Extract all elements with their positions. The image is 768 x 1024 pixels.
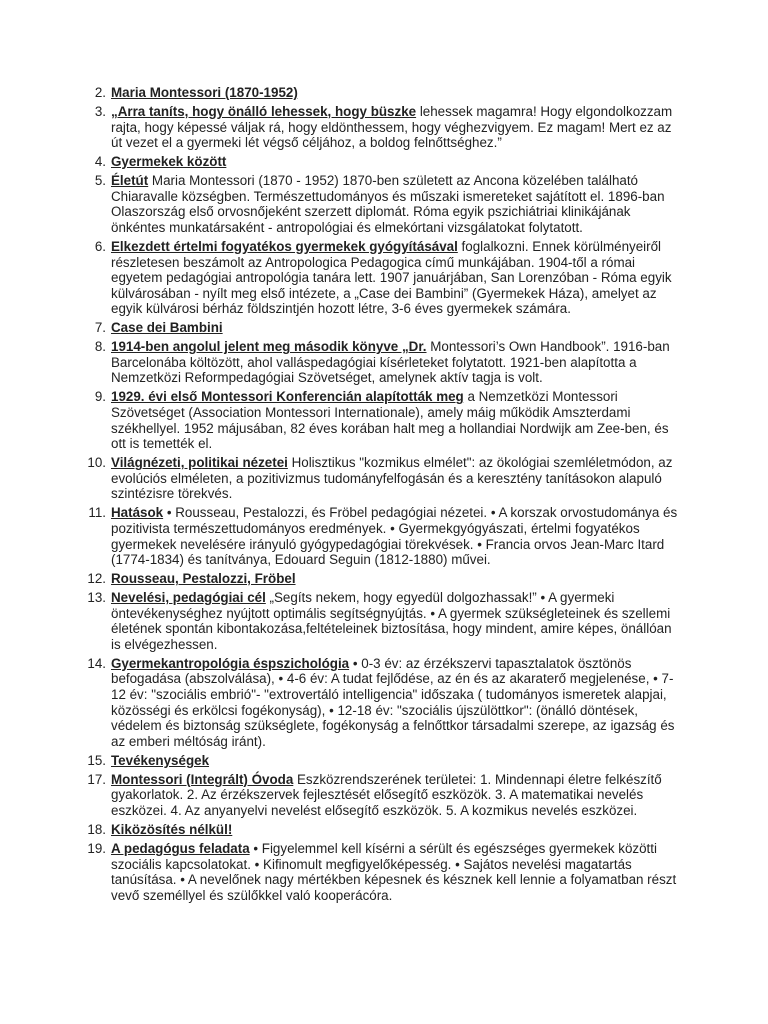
list-item xyxy=(82,505,682,567)
item-number: 7. xyxy=(94,320,106,336)
item-number: 15. xyxy=(87,752,106,768)
list-item xyxy=(82,656,682,750)
item-heading: Montessori (Integrált) Óvoda xyxy=(111,771,294,787)
item-number: 6. xyxy=(94,238,106,254)
item-number: 17. xyxy=(87,771,106,787)
item-heading: „Arra taníts, hogy önálló lehessek, hogy büszke xyxy=(111,103,417,119)
item-body xyxy=(111,822,682,838)
item-body xyxy=(111,320,682,336)
list-item xyxy=(82,455,682,502)
item-body xyxy=(111,389,682,451)
item-heading: Hatások xyxy=(111,505,164,521)
item-text: Montessori’s Own Handbook”. 1916-ban Barcelonába költözött, ahol valláspedagógiai kísérleteket folytatott. 1921-ben alapította a Nemzetközi Reformpedagógiai Szövetséget, amelynek aktív tagja is volt. xyxy=(111,339,670,386)
item-number: 5. xyxy=(94,173,106,189)
item-number: 2. xyxy=(94,85,106,100)
list-item xyxy=(82,772,682,819)
list-item xyxy=(82,753,682,769)
item-heading: Case dei Bambini xyxy=(111,320,223,336)
item-number: 18. xyxy=(87,821,106,837)
item-body xyxy=(111,173,682,235)
item-text: • 0-3 év: az érzékszervi tapasztalatok ösztönös befogadása (abszolválása), • 4-6 év: A tudat fejlődése, az én és az akaraterő megjelenése, • 7-12 év: "szociális embrió"- "extrovertáló intelligencia" időszaka ( tudományos ismeretek alapjai, közösségi és erkölcsi fogékonyság), • 12-18 év: "szociális újszülöttkor": (önálló döntések, védelem és biztonság szükséglete, fogékonyság a felnőttkor társadalmi szerepe, az igazság és az emberi méltóság iránt). xyxy=(111,655,675,749)
list-item xyxy=(82,590,682,652)
item-text: Holisztikus "kozmikus elmélet": az ökológiai szemléletmódon, az evolúciós elméleten, a pozitivizmus tudományfelfogásán és a keresztény tanításokon alapuló szintézisre törekvés. xyxy=(111,455,673,502)
item-body xyxy=(111,656,682,750)
numbered-list xyxy=(82,85,682,907)
list-item xyxy=(82,320,682,336)
item-number: 14. xyxy=(87,655,106,671)
item-body xyxy=(111,455,682,502)
item-heading: 1929. évi első Montessori Konferencián alapították meg xyxy=(111,389,464,405)
item-number: 3. xyxy=(94,103,106,119)
item-text: • Figyelemmel kell kísérni a sérült és egészséges gyermekek közötti szociális kapcsolatokat. • Kifinomult megfigyelőképesség. • Sajátos nevelési magatartás tanúsítása. • A nevelőnek nagy mértékben képesnek és késznek kell lennie a folyamatban részt vevő személlyel és szülőkkel való kooperácóra. xyxy=(111,840,677,903)
item-number: 11. xyxy=(88,505,106,521)
list-item xyxy=(82,389,682,451)
item-number: 13. xyxy=(87,590,106,606)
list-item xyxy=(82,85,682,101)
list-item xyxy=(82,822,682,838)
list-item xyxy=(82,173,682,235)
item-heading: 1914-ben angolul jelent meg második könyve „Dr. xyxy=(111,339,427,355)
item-text: lehessek magamra! Hogy elgondolkozzam rajta, hogy képessé váljak rá, hogy eldönthessem, hogy véghezvigyem. Ez magam! Mert ez az út vezet el a gyermeki lét végső céljához, a boldog felnőttséghez.” xyxy=(111,103,673,151)
item-text: • Rousseau, Pestalozzi, és Fröbel pedagógiai nézetei. • A korszak orvostudománya és pozitivista természettudományos eredmények. • Gyermekgyógyászati, értelmi fogyatékos gyermekek nevelésére irányuló gyógypedagógiai törekvések. • Francia orvos Jean-Marc Itard (1774-1834) és tanítványa, Edouard Seguin (1812-1880) művei. xyxy=(111,505,678,568)
item-number: 4. xyxy=(94,154,106,170)
item-heading: Gyermekek között xyxy=(111,154,227,170)
item-heading: A pedagógus feladata xyxy=(111,840,250,856)
item-body xyxy=(111,505,682,567)
item-body xyxy=(111,571,682,587)
item-body xyxy=(111,772,682,819)
item-body xyxy=(111,590,682,652)
item-number: 8. xyxy=(94,339,106,355)
item-text: „Segíts nekem, hogy egyedül dolgozhassak!” • A gyermeki öntevékenységhez nyújtott optimális segítségnyújtás. • A gyermek szükségleteinek és szellemi életének spontán kibontakozása,feltételeinek biztosítása, hogy mindent, amire képes, önállóan is elvégezhessen. xyxy=(111,590,672,652)
item-heading: Maria Montessori (1870-1952) xyxy=(111,85,298,100)
list-item xyxy=(82,339,682,386)
list-item xyxy=(82,571,682,587)
item-heading: Világnézeti, politikai nézetei xyxy=(111,455,288,471)
list-item xyxy=(82,154,682,170)
item-body xyxy=(111,841,682,903)
item-body xyxy=(111,239,682,317)
item-body xyxy=(111,339,682,386)
item-number: 19. xyxy=(87,840,106,856)
item-text: Maria Montessori (1870 - 1952) 1870-ben született az Ancona közelében található Chiaravalle községben. Természettudományos és műszaki ismereteket sajátított el. 1896-ban Olaszország első orvosnőjeként szerzett diplomát. Róma egyik pszichiátriai klinikájának önkéntes munkatársaként - antropológiai és elmekórtani vizsgálatokat folytatott. xyxy=(111,173,665,235)
item-number: 10. xyxy=(87,455,106,471)
item-text: foglalkozni. Ennek körülményeiről részletesen beszámolt az Antropologica Pedagogica című munkájában. 1904-től a római egyetem pedagógiai antropológia tanára lett. 1907 januárjában, San Lorenzóban - Róma egyik külvárosában - nyílt meg első intézete, a „Case dei Bambini” (Gyermekek Háza), amelyet az egyik külvárosi bérház földszintjén hozott létre, 3-6 éves gyermekek számára. xyxy=(111,238,672,317)
item-text: Eszközrendszerének területei: 1. Mindennapi életre felkészítő gyakorlatok. 2. Az érzékszervek fejlesztését elősegítő eszközök. 3. A matematikai nevelés eszközei. 4. Az anyanyelvi nevelést elősegítő eszközök. 5. A kozmikus nevelés eszközei. xyxy=(111,771,662,818)
item-heading: Kiközösítés nélkül! xyxy=(111,821,233,837)
list-item xyxy=(82,239,682,317)
list-item xyxy=(82,104,682,151)
item-body xyxy=(111,104,682,151)
item-number: 9. xyxy=(94,389,106,405)
item-heading: Életút xyxy=(111,173,149,189)
item-number: 12. xyxy=(87,571,106,587)
item-body xyxy=(111,154,682,170)
item-body xyxy=(111,753,682,769)
item-body xyxy=(111,85,682,101)
item-heading: Nevelési, pedagógiai cél xyxy=(111,590,266,606)
item-heading: Rousseau, Pestalozzi, Fröbel xyxy=(111,571,296,587)
item-heading: Elkezdett értelmi fogyatékos gyermekek gyógyításával xyxy=(111,238,458,254)
item-heading: Gyermekantropológia éspszichológia xyxy=(111,655,350,671)
list-item xyxy=(82,841,682,903)
item-text: a Nemzetközi Montessori Szövetséget (Association Montessori Internationale), amely máig működik Amszterdami székhellyel. 1952 májusában, 82 éves korában halt meg a hollandiai Nordwijk am Zee-ben, és ott is temették el. xyxy=(111,389,669,452)
item-heading: Tevékenységek xyxy=(111,752,210,768)
